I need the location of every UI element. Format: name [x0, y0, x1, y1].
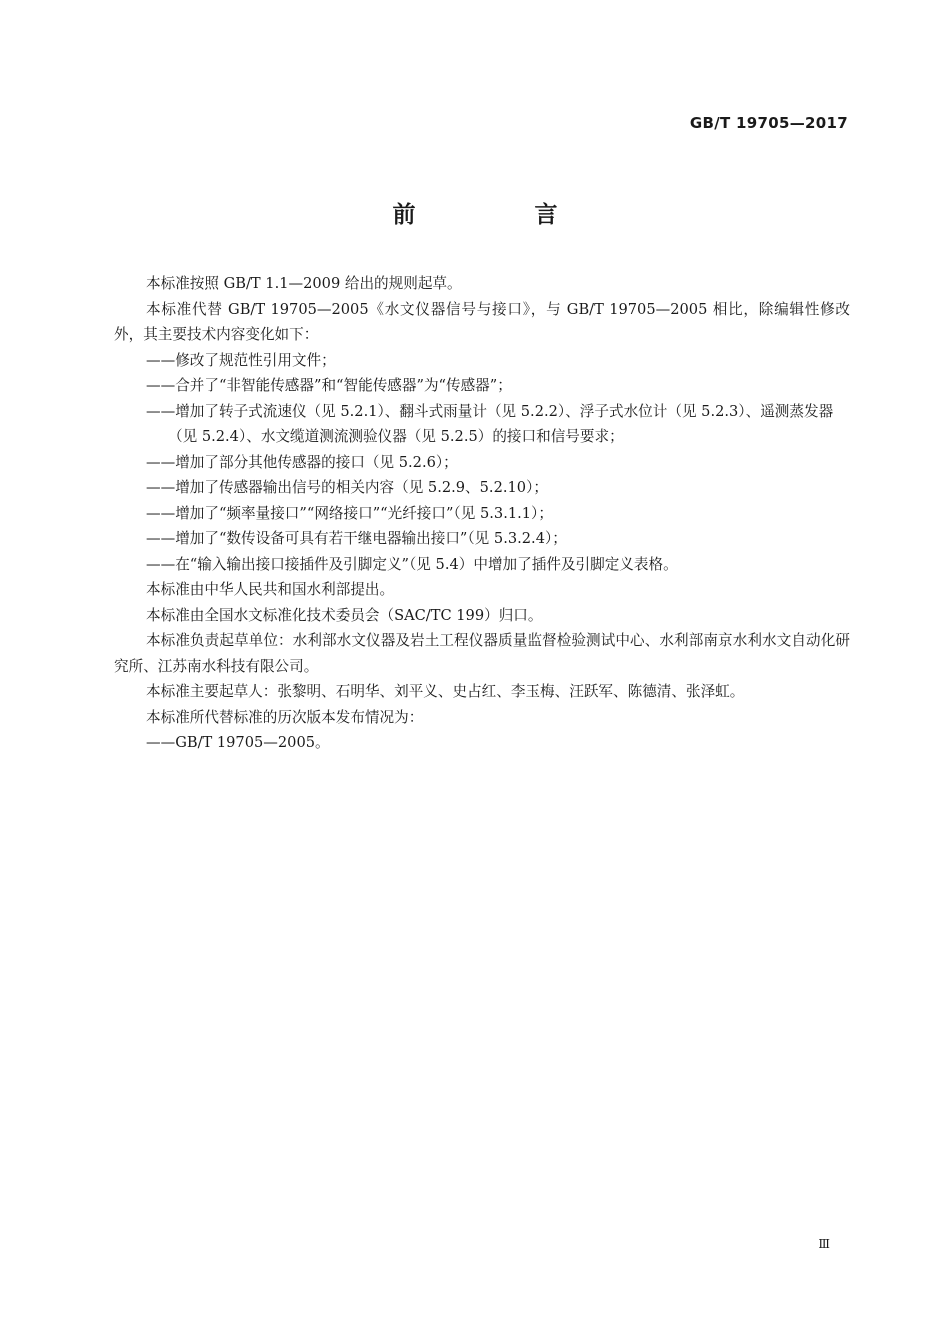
foreword-body — [114, 271, 850, 756]
list-item-interfaces: ——增加了“频率量接口”“网络接口”“光纤接口”（见 5.3.1.1）； — [146, 504, 553, 522]
paragraph-previous-editions: 本标准所代替标准的历次版本发布情况为： — [146, 708, 424, 726]
list-item-instruments: ——增加了转子式流速仪（见 5.2.1）、翻斗式雨量计（见 5.2.2）、浮子式水位计（见 5.2.3）、遥测蒸发器（见 5.2.4）、水文缆道测流测验仪器（见 5.2.5）的接口和信号要求； — [146, 402, 834, 445]
standard-number: GB/T 19705—2017 — [689, 114, 848, 132]
list-item-relay: ——增加了“数传设备可具有若干继电器输出接口”（见 5.3.2.4）； — [146, 530, 567, 547]
page-title: 前 言 — [392, 202, 606, 228]
paragraph-drafting-rules: 本标准按照 GB/T 1.1—2009 给出的规则起草。 — [146, 275, 462, 292]
list-item-references: ——修改了规范性引用文件； — [146, 351, 336, 369]
paragraph-replacement: 本标准代替 GB/T 19705—2005《水文仪器信号与接口》，与 GB/T 19705—2005 相比，除编辑性修改外，其主要技术内容变化如下： — [114, 300, 850, 343]
list-item-previous-edition: ——GB/T 19705—2005。 — [146, 734, 330, 751]
list-item-output-signal: ——增加了传感器输出信号的相关内容（见 5.2.9、5.2.10）； — [146, 479, 548, 496]
paragraph-proposed-by: 本标准由中华人民共和国水利部提出。 — [146, 581, 395, 598]
paragraph-under-jurisdiction: 本标准由全国水文标准化技术委员会（SAC/TC 199）归口。 — [146, 606, 543, 624]
paragraph-drafters: 本标准主要起草人：张黎明、石明华、刘平义、史占红、李玉梅、汪跃军、陈德清、张泽虹。 — [146, 683, 745, 700]
list-item-other-sensors: ——增加了部分其他传感器的接口（见 5.2.6）； — [146, 453, 458, 471]
list-item-connectors: ——在“输入输出接口接插件及引脚定义”（见 5.4）中增加了插件及引脚定义表格。 — [146, 555, 678, 573]
page-number: Ⅲ — [818, 1237, 830, 1251]
paragraph-drafting-units: 本标准负责起草单位：水利部水文仪器及岩土工程仪器质量监督检验测试中心、水利部南京水利水文自动化研究所、江苏南水科技有限公司。 — [114, 632, 850, 675]
list-item-sensors: ——合并了“非智能传感器”和“智能传感器”为“传感器”； — [146, 377, 512, 394]
